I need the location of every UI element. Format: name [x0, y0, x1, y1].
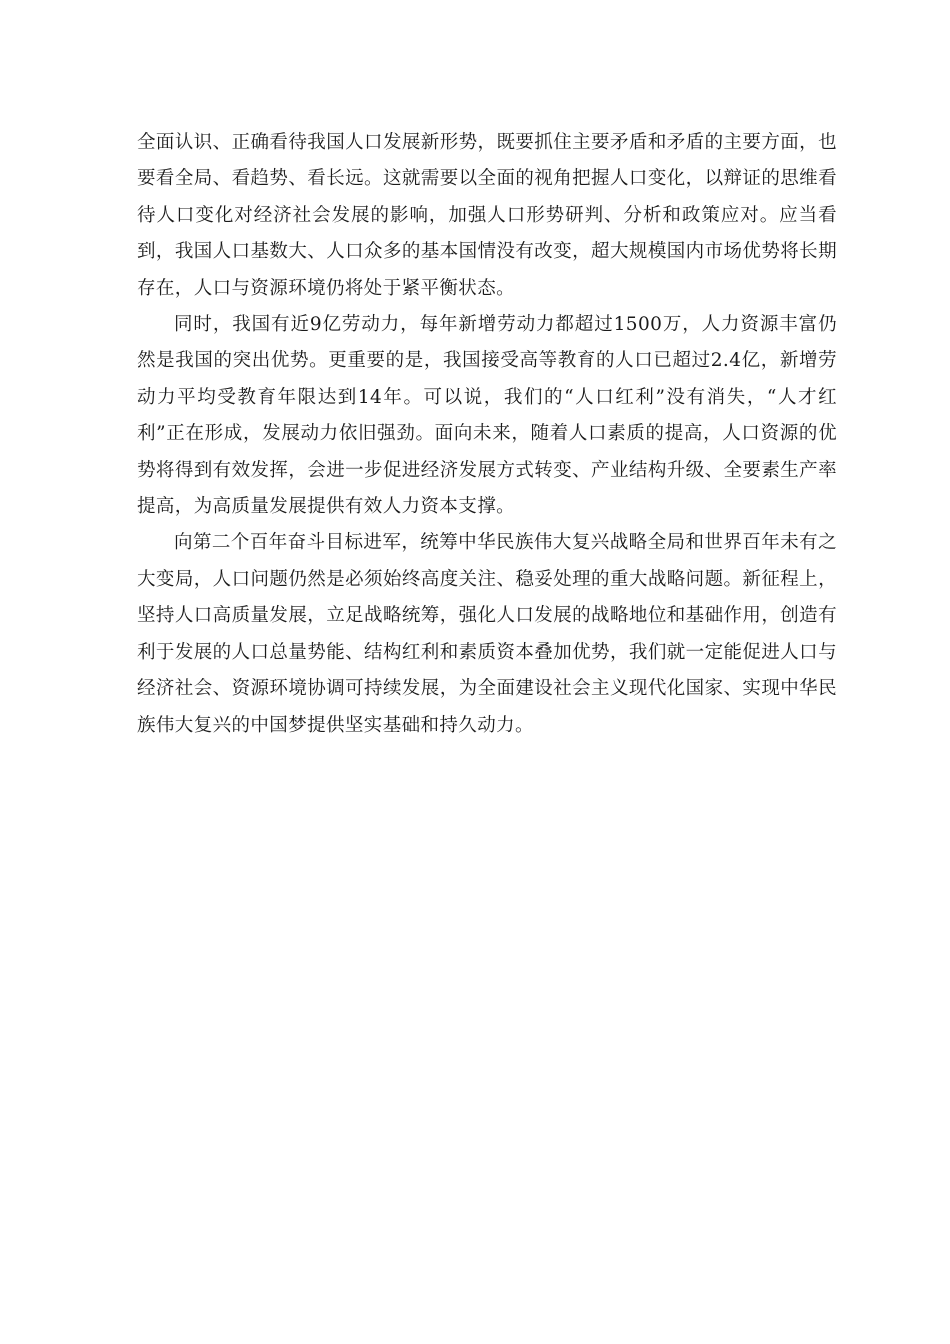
- paragraph-3: 向第二个百年奋斗目标进军，统筹中华民族伟大复兴战略全局和世界百年未有之大变局，人口问题仍然是必须始终高度关注、稳妥处理的重大战略问题。新征程上，坚持人口高质量发展，立足战略统筹，强化人口发展的战略地位和基础作用，创造有利于发展的人口总量势能、结构红利和素质资本叠加优势，我们就一定能促进人口与经济社会、资源环境协调可持续发展，为全面建设社会主义现代化国家、实现中华民族伟大复兴的中国梦提供坚实基础和持久动力。: [137, 532, 837, 736]
- paragraph-1: 全面认识、正确看待我国人口发展新形势，既要抓住主要矛盾和矛盾的主要方面，也要看全局、看趋势、看长远。这就需要以全面的视角把握人口变化，以辩证的思维看待人口变化对经济社会发展的影响，加强人口形势研判、分析和政策应对。应当看到，我国人口基数大、人口众多的基本国情没有改变，超大规模国内市场优势将长期存在，人口与资源环境仍将处于紧平衡状态。: [137, 132, 837, 299]
- body-text: [137, 125, 837, 744]
- paragraph-2: 同时，我国有近9亿劳动力，每年新增劳动力都超过1500万，人力资源丰富仍然是我国的突出优势。更重要的是，我国接受高等教育的人口已超过2.4亿，新增劳动力平均受教育年限达到14年。可以说，我们的“人口红利”没有消失，“人才红利”正在形成，发展动力依旧强劲。面向未来，随着人口素质的提高，人口资源的优势将得到有效发挥，会进一步促进经济发展方式转变、产业结构升级、全要素生产率提高，为高质量发展提供有效人力资本支撑。: [137, 314, 837, 518]
